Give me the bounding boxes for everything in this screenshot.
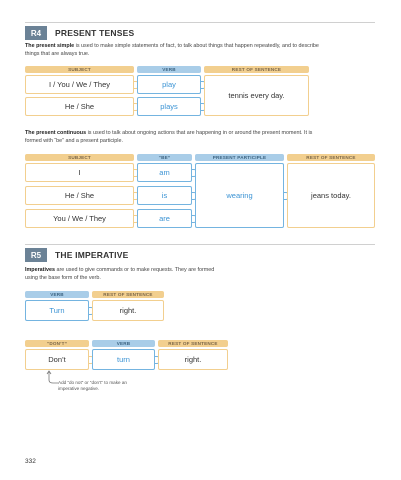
divider xyxy=(25,244,375,245)
section-tag: R4 xyxy=(25,26,47,40)
header-dont: “DON’T” xyxy=(25,340,89,347)
section-header-r5 xyxy=(25,248,128,262)
present-simple-description: The present simple is used to make simple statements of fact, to talk about things that happen repeatedly, and to describe things that are always true. xyxy=(25,43,319,57)
be-box: are xyxy=(137,209,192,228)
header-subject: SUBJECT xyxy=(25,154,134,161)
verb-box: plays xyxy=(137,97,201,116)
participle-box: wearing xyxy=(195,163,284,228)
subject-box: He / She xyxy=(25,186,134,205)
header-verb: VERB xyxy=(92,340,155,347)
present-continuous-description: The present continuous is used to talk about ongoing actions that are happening in or around the present moment. It is formed with “be” and a present participle. xyxy=(25,130,313,144)
subject-box: I / You / We / They xyxy=(25,75,134,94)
header-be: “BE” xyxy=(137,154,192,161)
section-title: PRESENT TENSES xyxy=(55,28,135,38)
subject-box: I xyxy=(25,163,134,182)
section-title: THE IMPERATIVE xyxy=(55,250,129,260)
header-rest-of-sentence: REST OF SENTENCE xyxy=(287,154,375,161)
header-present-participle: PRESENT PARTICIPLE xyxy=(195,154,284,161)
rest-of-sentence-box: tennis every day. xyxy=(204,75,309,116)
header-subject: SUBJECT xyxy=(25,66,134,73)
verb-box: Turn xyxy=(25,300,89,321)
section-header-r4 xyxy=(25,26,134,40)
header-verb: VERB xyxy=(137,66,201,73)
verb-box: play xyxy=(137,75,201,94)
subject-box: He / She xyxy=(25,97,134,116)
header-verb: VERB xyxy=(25,291,89,298)
imperative-description: Imperatives are used to give commands or to make requests. They are formed using the base form of the verb. xyxy=(25,267,215,281)
rest-of-sentence-box: jeans today. xyxy=(287,163,375,228)
divider xyxy=(25,22,375,23)
rest-of-sentence-box: right. xyxy=(92,300,164,321)
verb-box: turn xyxy=(92,349,155,370)
be-box: am xyxy=(137,163,192,182)
page-number: 332 xyxy=(25,458,36,465)
header-rest-of-sentence: REST OF SENTENCE xyxy=(204,66,309,73)
be-box: is xyxy=(137,186,192,205)
dont-box: Don’t xyxy=(25,349,89,370)
header-rest-of-sentence: REST OF SENTENCE xyxy=(92,291,164,298)
header-rest-of-sentence: REST OF SENTENCE xyxy=(158,340,228,347)
rest-of-sentence-box: right. xyxy=(158,349,228,370)
subject-box: You / We / They xyxy=(25,209,134,228)
negative-note: Add “do not” or “don’t” to make an imperative negative. xyxy=(58,380,127,391)
section-tag: R5 xyxy=(25,248,47,262)
